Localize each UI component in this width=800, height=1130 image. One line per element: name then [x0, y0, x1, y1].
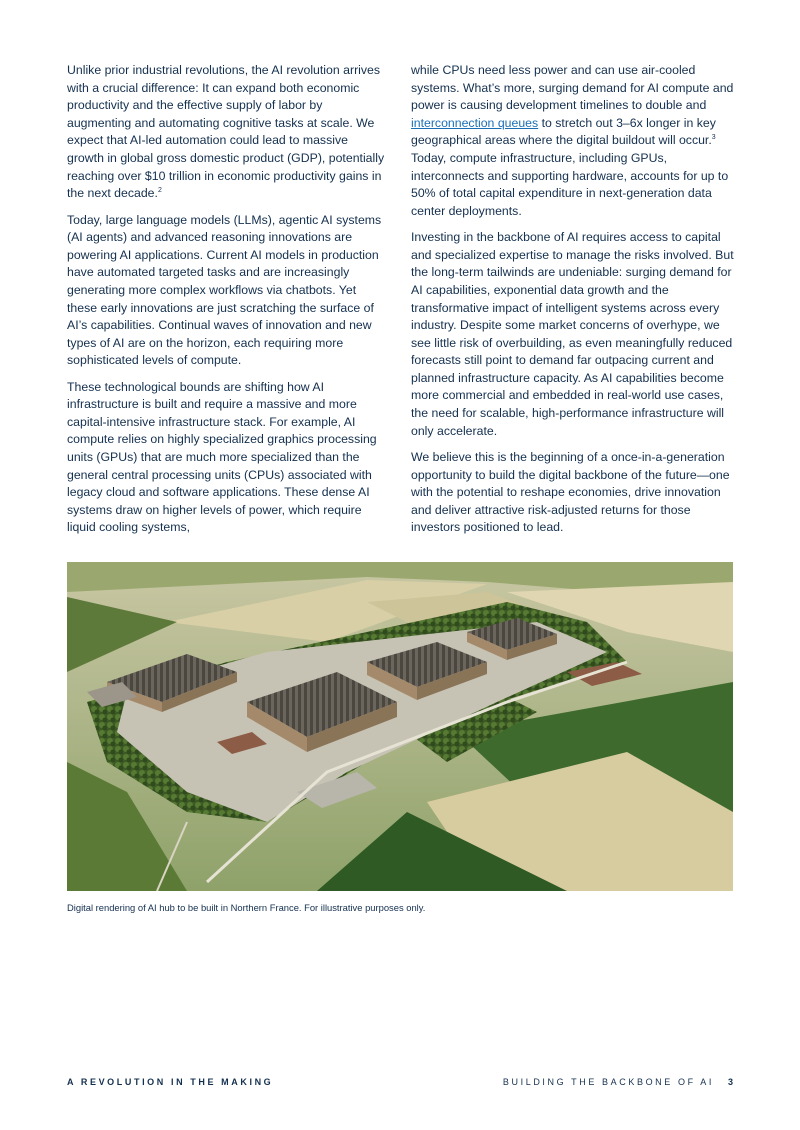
- paragraph: We believe this is the beginning of a once-in-a-generation opportunity to build the digital backbone of the future—one with the potential to reshape economies, drive innovation and deliver attractive risk-adjusted returns for those investors positioned to lead.: [411, 450, 730, 535]
- paragraph-text: Today, compute infrastructure, including GPUs, interconnects and supporting hardware, accounts for up to 50% of total capital expenditure in next-generation data center deployments.: [411, 150, 729, 218]
- paragraph-text: to stretch out 3–6x longer in key geographical areas where the digital buildout will occur.: [411, 115, 716, 148]
- footer-document-title-text: BUILDING THE BACKBONE OF AI: [502, 1077, 714, 1087]
- paragraph: These technological bounds are shifting how AI infrastructure is built and require a massive and more capital-intensive infrastructure stack. For example, AI compute relies on highly specialized graphics processing units (GPUs) that are much more specialized than the general central processing units (CPUs) associated with legacy cloud and software applications. These dense AI systems draw on higher levels of power, which require liquid cooling systems,: [67, 379, 377, 535]
- left-text-column: [67, 62, 385, 546]
- paragraph: Today, large language models (LLMs), agentic AI systems (AI agents) and advanced reasoning innovations are powering AI applications. Current AI models in production have automated targeted tasks and are increasingly generating more complex workflows via chatbots. Yet these early innovations are just scratching the surface of AI’s capabilities. Continual waves of innovation and new types of AI are on the horizon, each requiring more sophisticated levels of compute.: [67, 212, 382, 368]
- interconnection-queues-link[interactable]: interconnection queues: [411, 115, 539, 130]
- aerial-rendering-illustration: [67, 562, 733, 891]
- footer-document-title: [503, 1077, 733, 1087]
- right-text-column: [411, 62, 735, 546]
- paragraph-text: while CPUs need less power and can use air-cooled systems. What’s more, surging demand for AI compute and power is causing development timelines to double and: [411, 63, 734, 113]
- paragraph: [67, 62, 385, 203]
- ai-hub-rendering-image: [67, 562, 733, 891]
- footnote-marker[interactable]: 3: [711, 134, 716, 142]
- footnote-marker[interactable]: 2: [157, 187, 162, 195]
- paragraph: Investing in the backbone of AI requires access to capital and specialized expertise to manage the risks involved. But the long-term tailwinds are undeniable: surging demand for AI capabilities, exponential data growth and the transformative impact of intelligent systems across every industry. Despite some market concerns of overhype, we see little risk of overbuilding, as even meaningfully reduced forecasts still point to demand far outpacing current and planned infrastructure capacity. As AI capabilities become more commercial and embedded in real-world use cases, the need for scalable, high-performance infrastructure will only accelerate.: [411, 230, 734, 438]
- figure-caption: Digital rendering of AI hub to be built in Northern France. For illustrative purposes only.: [67, 902, 426, 913]
- paragraph-text: Unlike prior industrial revolutions, the AI revolution arrives with a crucial difference: It can expand both economic productivity and the effective supply of labor by augmenting and automating cognitive tasks at scale. We expect that AI-led automation could lead to massive growth in global gross domestic product (GDP), potentially reaching over $10 trillion in economic productivity gains in the next decade.: [67, 63, 385, 201]
- paragraph: [411, 62, 735, 220]
- page-number: 3: [727, 1077, 733, 1087]
- footer-section-title: A REVOLUTION IN THE MAKING: [67, 1077, 274, 1087]
